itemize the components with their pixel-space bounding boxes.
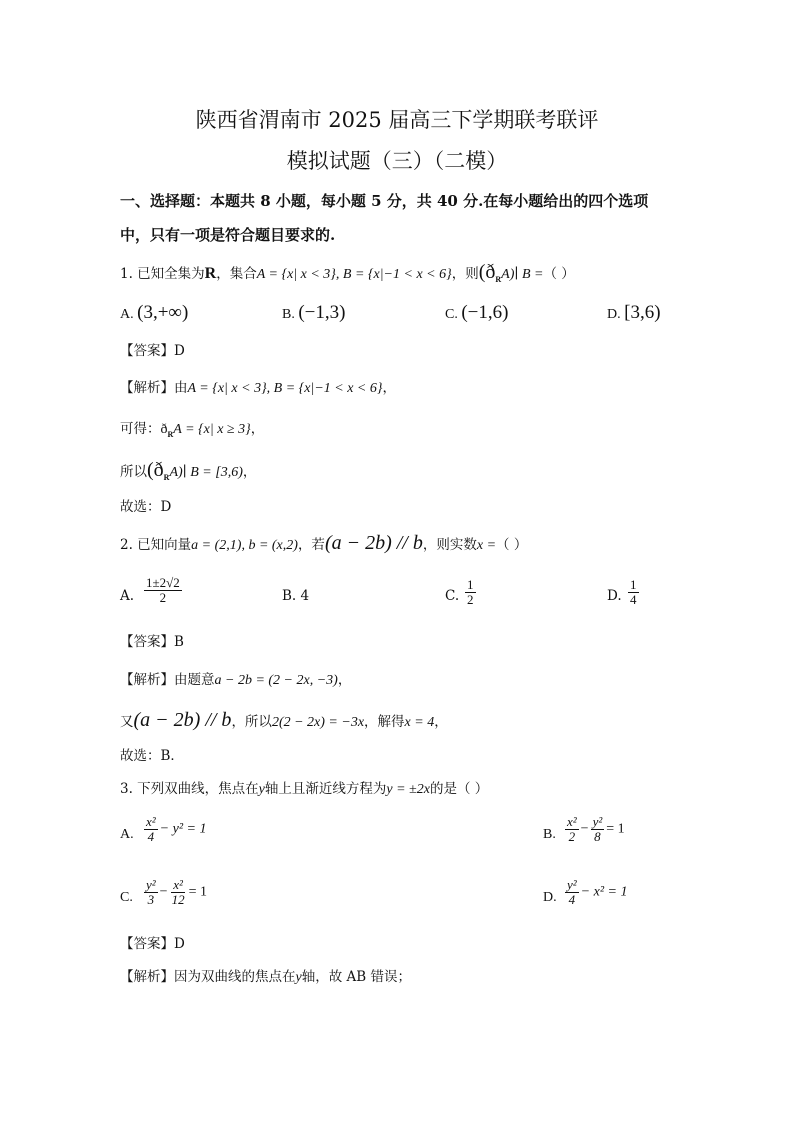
q1-analysis-line3: 所以$(ð_RA)∣$ B = [3,6)，: [120, 459, 257, 482]
q3-answer: 【答案】D: [120, 936, 185, 952]
q2-option-d: D.: [607, 588, 622, 604]
q1-option-b: B. (−1,3): [282, 302, 346, 323]
q2-option-a: A.: [120, 588, 135, 604]
q2-option-c: C.: [445, 588, 460, 604]
q1-option-d: D. [3,6): [607, 302, 661, 323]
q2-analysis-line1: 【解析】由题意a − 2b = (2 − 2x, −3)，: [120, 672, 352, 688]
section-heading-line1: 一、选择题：本题共 8 小题，每小题 5 分，共 40 分.在每小题给出的四个选项: [120, 192, 649, 210]
q3-option-c-expr: $\frac{\text{y²}}{3}$ − $\frac{\text{x²}}{12}$ = 1: [146, 877, 207, 907]
document-title: 陕西省渭南市 2025 届高三下学期联考联评: [195, 108, 599, 132]
q2-option-b: B. 4: [282, 588, 310, 604]
q1-answer: 【答案】D: [120, 343, 185, 359]
q1-analysis-line1: 【解析】由A = {x| x < 3}, B = {x|−1 < x < 6}，: [120, 380, 396, 396]
q1-analysis-line2: 可得：$ð_RA = \{x|$ x ≥ 3}，: [120, 421, 265, 439]
q1-option-c: C. (−1,6): [445, 302, 509, 323]
q2-option-d-fraction: $\frac{1}{4}$: [630, 577, 637, 607]
q2-stem: 2. 已知向量a = (2,1), b = (x,2)，若(a − 2b) // b，则实数x =（ ）: [120, 532, 528, 554]
q2-choice: 故选：B．: [120, 748, 184, 764]
q3-option-d-expr: $\frac{\text{y²}}{4}$ − x² = 1: [567, 877, 628, 907]
q3-option-a-expr: $\frac{\text{x²}}{4}$ − y² = 1: [146, 814, 207, 844]
q3-option-b: B.: [543, 827, 556, 842]
q2-option-a-fraction: $\frac{1\pm 2√2}{2}$: [146, 575, 180, 605]
q2-answer: 【答案】B: [120, 634, 184, 650]
q3-option-a: A.: [120, 827, 134, 842]
q1-option-a: A. (3,+∞): [120, 302, 189, 323]
section-heading-line2: 中，只有一项是符合题目要求的.: [120, 226, 336, 244]
q1-stem: 1. 已知全集为R，集合A = {x| x < 3}, B = {x|−1 < x < 6}，则$(ð_RA)∣$ B =（ ）: [120, 261, 575, 284]
q3-analysis-line1: 【解析】因为双曲线的焦点在y轴，故 AB 错误；: [120, 969, 411, 985]
document-subtitle: 模拟试题（三）（二模）: [286, 149, 508, 173]
q3-option-c: C.: [120, 890, 133, 905]
q3-option-b-expr: $\frac{\text{x²}}{2}$ − $\frac{\text{y²}}{8}$ = 1: [567, 814, 625, 844]
q1-choice: 故选：D: [120, 499, 172, 515]
q3-option-d: D.: [543, 890, 557, 905]
q2-option-c-fraction: $\frac{1}{2}$: [467, 577, 474, 607]
q2-analysis-line2: 又(a − 2b) // b，所以2(2 − 2x) = −3x，解得x = 4，: [120, 709, 448, 731]
q3-stem: 3. 下列双曲线，焦点在y轴上且渐近线方程为y = ±2x的是（ ）: [120, 781, 489, 797]
